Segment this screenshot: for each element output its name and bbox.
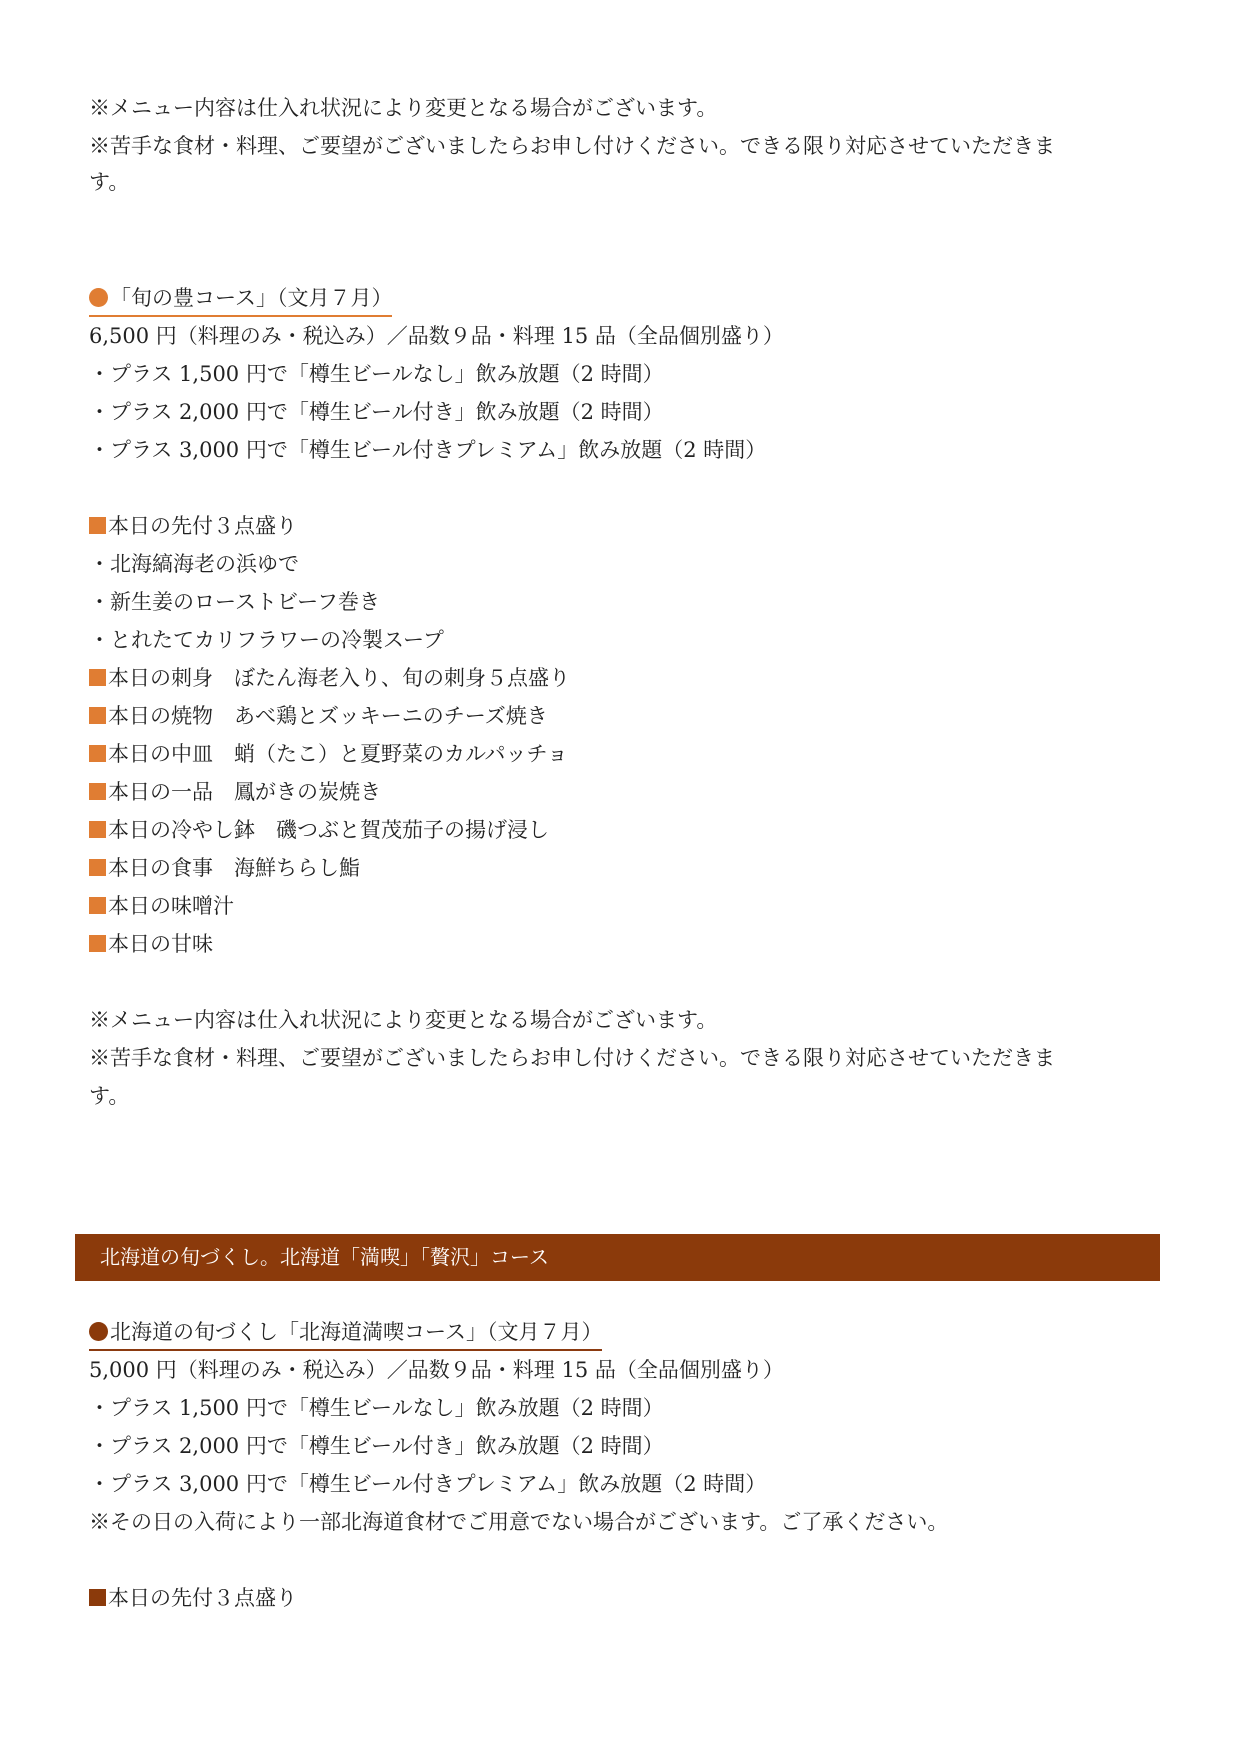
menu-item: [89, 511, 297, 541]
orange-square-icon: [89, 821, 106, 838]
orange-square-icon: [89, 745, 106, 762]
course2-heading: [89, 1317, 602, 1351]
orange-square-icon: [89, 935, 106, 952]
orange-square-icon: [89, 859, 106, 876]
course1-heading-underline: [89, 283, 392, 317]
note-line: す。: [89, 1084, 130, 1108]
orange-dot-icon: [89, 288, 108, 307]
menu-item-label: 本日の味噌汁: [108, 894, 234, 918]
orange-square-icon: [89, 669, 106, 686]
menu-item-label: 本日の先付３点盛り: [108, 1586, 297, 1610]
menu-item-label: 本日の食事 海鮮ちらし鮨: [108, 856, 360, 880]
menu-subitem: ・北海縞海老の浜ゆで: [89, 552, 299, 576]
drink-option: ・プラス 2,000 円で「樽生ビール付き」飲み放題（2 時間）: [89, 400, 664, 424]
brown-dot-icon: [89, 1322, 108, 1341]
menu-item-label: 本日の一品 鳳がきの炭焼き: [108, 780, 381, 804]
drink-option: ・プラス 1,500 円で「樽生ビールなし」飲み放題（2 時間）: [89, 362, 664, 386]
course1-heading: [89, 283, 392, 317]
drink-option: ・プラス 3,000 円で「樽生ビール付きプレミアム」飲み放題（2 時間）: [89, 438, 767, 462]
menu-item-label: 本日の冷やし鉢 磯つぶと賀茂茄子の揚げ浸し: [108, 818, 549, 842]
drink-option: ・プラス 2,000 円で「樽生ビール付き」飲み放題（2 時間）: [89, 1434, 664, 1458]
course1-price: 6,500 円（料理のみ・税込み）／品数９品・料理 15 品（全品個別盛り）: [89, 324, 784, 348]
course2-heading-underline: [89, 1317, 602, 1351]
note-line: す。: [89, 170, 130, 194]
orange-square-icon: [89, 783, 106, 800]
note-line: ※メニュー内容は仕入れ状況により変更となる場合がございます。: [89, 1008, 718, 1032]
menu-item: [89, 701, 548, 731]
menu-item: [89, 815, 549, 845]
note-line: ※苦手な食材・料理、ご要望がございましたらお申し付けください。できる限り対応させていただきま: [89, 1046, 1055, 1070]
orange-square-icon: [89, 707, 106, 724]
drink-option: ・プラス 1,500 円で「樽生ビールなし」飲み放題（2 時間）: [89, 1396, 664, 1420]
course2-price: 5,000 円（料理のみ・税込み）／品数９品・料理 15 品（全品個別盛り）: [89, 1358, 784, 1382]
orange-square-icon: [89, 517, 106, 534]
menu-item-label: 本日の焼物 あべ鶏とズッキーニのチーズ焼き: [108, 704, 548, 728]
menu-item-label: 本日の刺身 ぼたん海老入り、旬の刺身５点盛り: [108, 666, 570, 690]
course2-title: 北海道の旬づくし「北海道満喫コース」（文月７月）: [110, 1320, 603, 1344]
menu-item: [89, 853, 360, 883]
course1-title: 「旬の豊コース」（文月７月）: [110, 286, 393, 310]
section-banner: 北海道の旬づくし。北海道「満喫」「贅沢」コース: [75, 1234, 1160, 1281]
note-line: ※苦手な食材・料理、ご要望がございましたらお申し付けください。できる限り対応させていただきま: [89, 134, 1055, 158]
menu-item: [89, 663, 570, 693]
drink-option: ・プラス 3,000 円で「樽生ビール付きプレミアム」飲み放題（2 時間）: [89, 1472, 767, 1496]
menu-item-label: 本日の先付３点盛り: [108, 514, 297, 538]
course2-note: ※その日の入荷により一部北海道食材でご用意でない場合がございます。ご了承ください。: [89, 1510, 949, 1534]
menu-item-label: 本日の中皿 蛸（たこ）と夏野菜のカルパッチョ: [108, 742, 568, 766]
menu-item: [89, 929, 213, 959]
brown-square-icon: [89, 1589, 106, 1606]
note-line: ※メニュー内容は仕入れ状況により変更となる場合がございます。: [89, 96, 718, 120]
orange-square-icon: [89, 897, 106, 914]
menu-subitem: ・とれたてカリフラワーの冷製スープ: [89, 628, 444, 652]
menu-subitem: ・新生姜のローストビーフ巻き: [89, 590, 381, 614]
menu-item: [89, 1583, 297, 1613]
menu-item: [89, 777, 381, 807]
menu-item: [89, 739, 568, 769]
menu-item: [89, 891, 234, 921]
menu-item-label: 本日の甘味: [108, 932, 213, 956]
